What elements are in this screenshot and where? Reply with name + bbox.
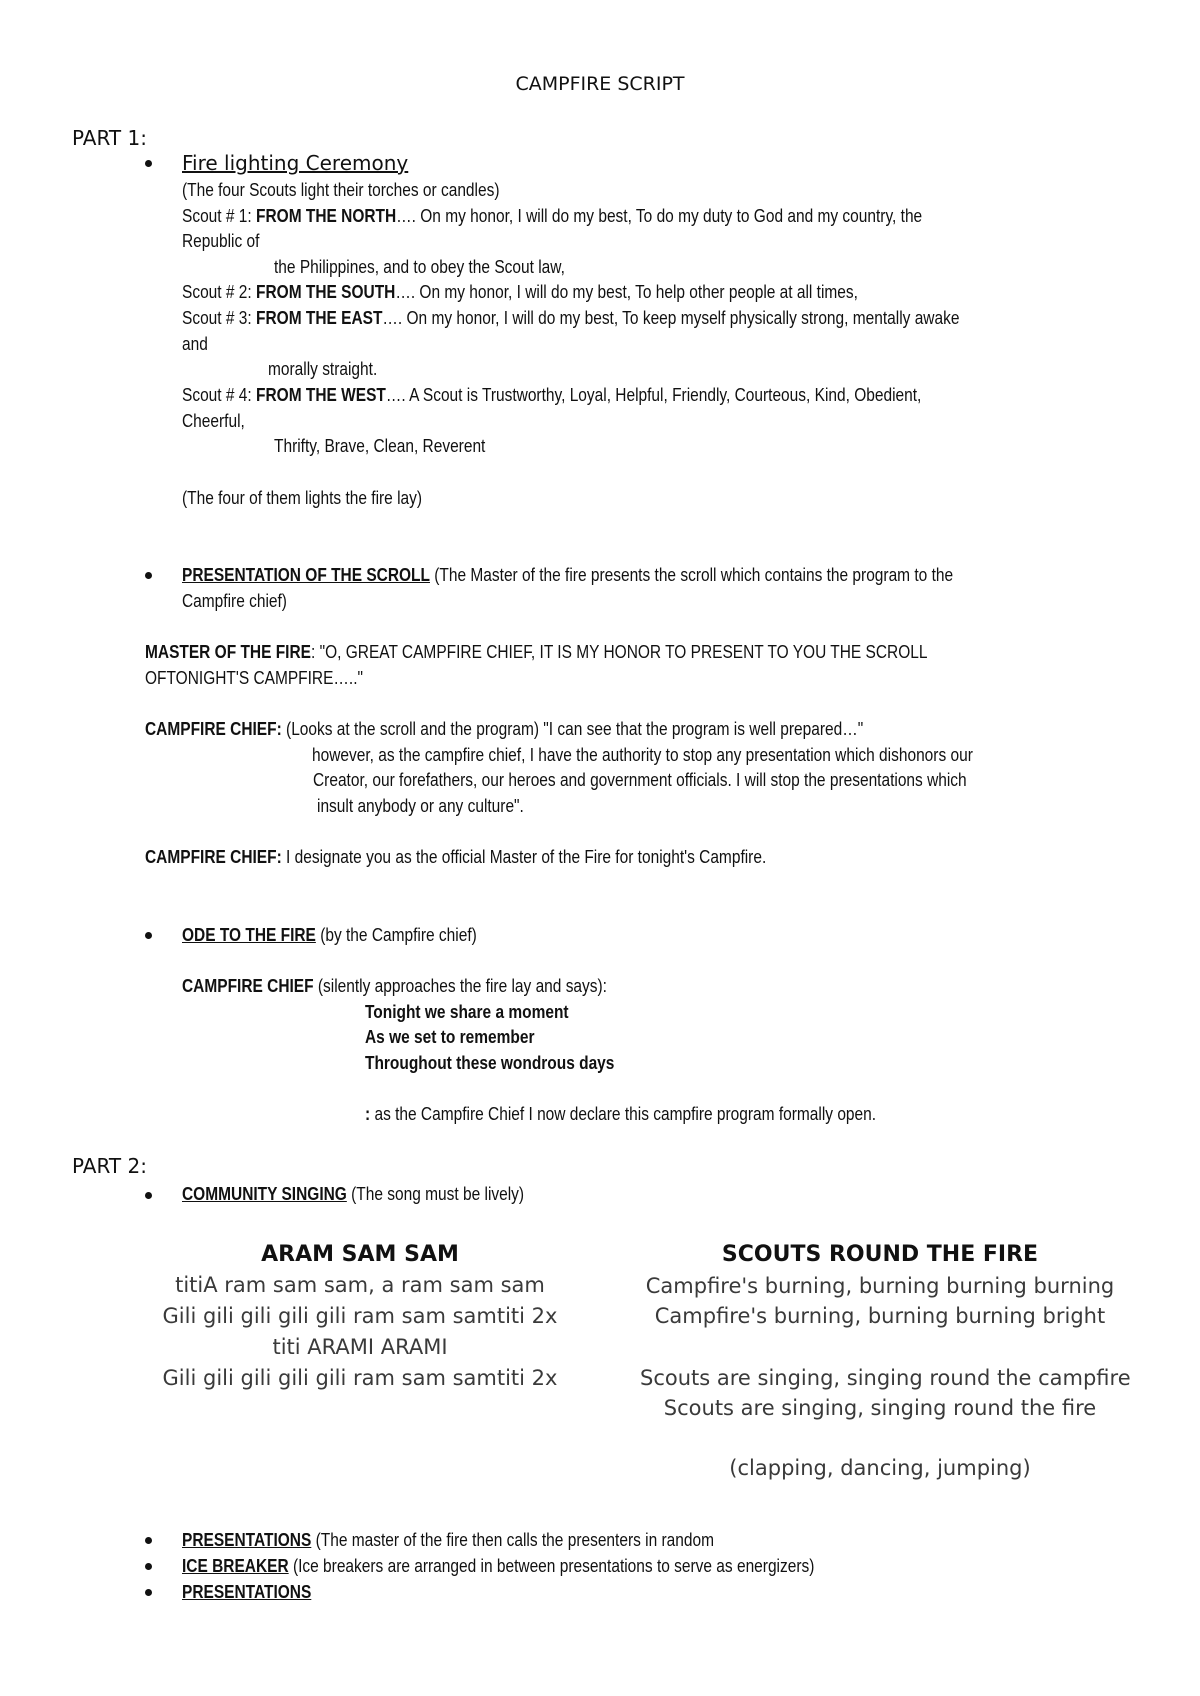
song1-line: titi ARAMI ARAMI — [272, 1335, 448, 1359]
scout3-text: …. On my honor, I will do my best, To keep myself physically strong, mentally awake — [382, 308, 960, 328]
singing-text: (The song must be lively) — [346, 1184, 525, 1204]
song2-line: (clapping, dancing, jumping) — [729, 1456, 1031, 1480]
bullet — [145, 1589, 152, 1596]
singing-heading: COMMUNITY SINGING — [182, 1184, 347, 1204]
scout1-prefix: Scout # 1: — [182, 206, 257, 226]
chief2-speaker: CAMPFIRE CHIEF: — [145, 847, 282, 867]
ode-speaker: CAMPFIRE CHIEF — [182, 976, 314, 996]
scroll-line2: Campfire chief) — [182, 591, 287, 611]
scout4-text: …. A Scout is Trustworthy, Loyal, Helpful, Friendly, Courteous, Kind, Obedient, — [385, 385, 922, 405]
fire-lighting-closing: (The four of them lights the fire lay) — [182, 488, 423, 508]
presentations-line-2 — [182, 1582, 311, 1603]
ode-text: (by the Campfire chief) — [315, 925, 477, 945]
ode-declare: as the Campfire Chief I now declare this campfire program formally open. — [370, 1104, 877, 1124]
part1-label: PART 1: — [72, 126, 147, 150]
song2-line: Scouts are singing, singing round the fire — [663, 1396, 1097, 1420]
scout2-direction: FROM THE SOUTH — [256, 282, 396, 302]
song2-title: SCOUTS ROUND THE FIRE — [721, 1242, 1039, 1267]
scout3-line2: and — [182, 334, 208, 354]
scout4-prefix: Scout # 4: — [182, 385, 257, 405]
page-title: CAMPFIRE SCRIPT — [515, 73, 685, 95]
ode-line — [182, 925, 477, 946]
presentations-line — [182, 1530, 714, 1551]
scroll-text: (The Master of the fire presents the scroll which contains the program to the — [429, 565, 954, 585]
chief1-speaker: CAMPFIRE CHIEF: — [145, 719, 282, 739]
song2-line: Campfire's burning, burning burning bright — [654, 1304, 1106, 1328]
song1-title: ARAM SAM SAM — [261, 1242, 459, 1267]
song2 — [640, 1242, 1131, 1483]
scout3-line — [182, 308, 959, 329]
verse-text: Tonight we share a moment — [365, 1002, 569, 1022]
ode-declare-line — [365, 1104, 876, 1125]
scout1-direction: FROM THE NORTH — [256, 206, 397, 226]
song1-line: Gili gili gili gili gili ram sam samtiti 2x — [162, 1304, 558, 1328]
part2-label: PART 2: — [72, 1154, 147, 1178]
chief1-line2: however, as the campfire chief, I have the authority to stop any presentation which dishonors our — [312, 745, 973, 765]
scroll-heading: PRESENTATION OF THE SCROLL — [182, 565, 430, 585]
song1-line: Gili gili gili gili gili ram sam samtiti 2x — [162, 1366, 558, 1390]
scout3-prefix: Scout # 3: — [182, 308, 257, 328]
scout1-line — [182, 206, 922, 227]
song2-line: Scouts are singing, singing round the campfire — [640, 1366, 1131, 1390]
bullet — [145, 1537, 152, 1544]
master-speaker: MASTER OF THE FIRE — [145, 642, 311, 662]
scout2-text: …. On my honor, I will do my best, To help other people at all times, — [395, 282, 858, 302]
ice-breaker-heading: ICE BREAKER — [182, 1556, 289, 1576]
chief1-text: (Looks at the scroll and the program) "I can see that the program is well prepared…" — [281, 719, 864, 739]
scout1-line2: Republic of — [182, 231, 260, 251]
presentations-heading: PRESENTATIONS — [182, 1530, 312, 1550]
ice-breaker-text: (Ice breakers are arranged in between presentations to serve as energizers) — [288, 1556, 815, 1576]
presentations-text: (The master of the fire then calls the presenters in random — [311, 1530, 714, 1550]
chief1-line4: insult anybody or any culture". — [317, 796, 524, 816]
scout1-line3: the Philippines, and to obey the Scout law, — [274, 257, 565, 277]
bullet — [145, 932, 152, 939]
master-text: : "O, GREAT CAMPFIRE CHIEF, IT IS MY HONOR TO PRESENT TO YOU THE SCROLL — [310, 642, 928, 662]
bullet — [145, 160, 152, 167]
bullet — [145, 1192, 152, 1199]
scout2-line — [182, 282, 858, 303]
ode-verse-3 — [365, 1053, 614, 1074]
fire-lighting-note: (The four Scouts light their torches or candles) — [182, 180, 500, 200]
ode-colon: : — [365, 1104, 371, 1124]
scout1-text: …. On my honor, I will do my best, To do my duty to God and my country, the — [396, 206, 923, 226]
bullet — [145, 572, 152, 579]
song1 — [130, 1242, 590, 1394]
song1-line: titiA ram sam sam, a ram sam sam — [175, 1273, 545, 1297]
chief2-text: I designate you as the official Master of the Fire for tonight's Campfire. — [281, 847, 767, 867]
chief2-line — [145, 847, 766, 868]
bullet — [145, 1563, 152, 1570]
ode-speaker-text: (silently approaches the fire lay and says): — [313, 976, 607, 996]
presentations-heading-2: PRESENTATIONS — [182, 1582, 312, 1602]
ode-speaker-line — [182, 976, 607, 997]
scout4-direction: FROM THE WEST — [256, 385, 386, 405]
scroll-line — [182, 565, 953, 586]
verse-text: Throughout these wondrous days — [365, 1053, 615, 1073]
ode-heading: ODE TO THE FIRE — [182, 925, 316, 945]
scout4-line2: Cheerful, — [182, 411, 245, 431]
ode-verse-2 — [365, 1027, 534, 1048]
ode-verse-1 — [365, 1002, 569, 1023]
scout3-line3: morally straight. — [268, 359, 378, 379]
ice-breaker-line — [182, 1556, 814, 1577]
fire-lighting-heading: Fire lighting Ceremony — [182, 151, 409, 175]
singing-line — [182, 1184, 524, 1205]
song2-line: Campfire's burning, burning burning burning — [645, 1274, 1115, 1298]
master-line2: OFTONIGHT'S CAMPFIRE….." — [145, 668, 364, 688]
scout2-prefix: Scout # 2: — [182, 282, 257, 302]
scout4-line3: Thrifty, Brave, Clean, Reverent — [274, 436, 486, 456]
master-line — [145, 642, 928, 663]
scout3-direction: FROM THE EAST — [256, 308, 383, 328]
verse-text: As we set to remember — [365, 1027, 535, 1047]
chief1-line — [145, 719, 863, 740]
scout4-line — [182, 385, 921, 406]
chief1-line3: Creator, our forefathers, our heroes and government officials. I will stop the presentations which — [313, 770, 967, 790]
